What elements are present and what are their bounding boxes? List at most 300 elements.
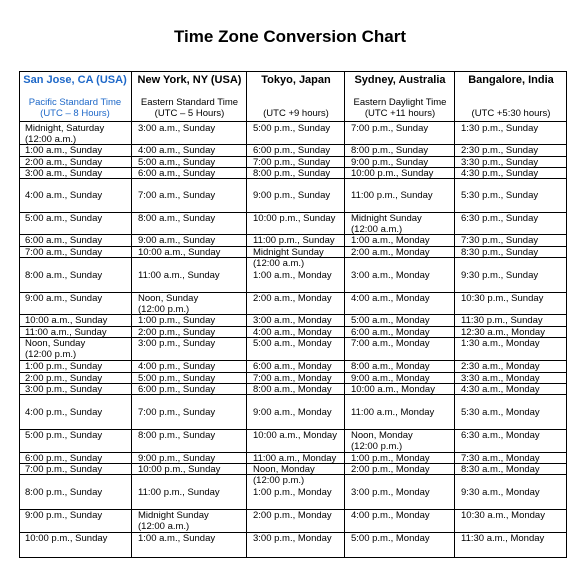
row-divider [455, 383, 567, 384]
cell-line: 6:30 p.m., Sunday [461, 213, 539, 224]
cell-line: 6:00 a.m., Sunday [138, 168, 216, 179]
cell-line: 10:00 a.m., Monday [253, 430, 337, 441]
row-divider [19, 509, 131, 510]
cell-line: 4:00 a.m., Monday [253, 327, 332, 338]
cell-line: 5:00 a.m., Sunday [138, 157, 216, 168]
table-cell [138, 213, 245, 224]
row-divider [345, 178, 455, 179]
cell-line: 7:00 p.m., Sunday [138, 407, 216, 418]
row-divider [247, 474, 345, 475]
cell-line: 5:00 a.m., Sunday [25, 213, 103, 224]
row-divider [455, 463, 567, 464]
cell-line: (12:00 p.m.) [351, 441, 403, 452]
cell-line: 2:00 p.m., Sunday [138, 327, 216, 338]
cell-line: 1:00 p.m., Sunday [138, 315, 216, 326]
row-divider [132, 292, 247, 293]
row-divider [345, 532, 455, 533]
column-header: Sydney, Australia [354, 74, 446, 86]
cell-line: 7:00 p.m., Sunday [351, 123, 429, 134]
row-divider [345, 326, 455, 327]
row-divider [455, 326, 567, 327]
table-cell [351, 430, 453, 452]
table-cell [253, 510, 343, 521]
row-divider [345, 372, 455, 373]
row-divider [132, 532, 247, 533]
row-divider [247, 178, 345, 179]
row-divider [19, 394, 131, 395]
cell-line: 7:00 a.m., Sunday [25, 247, 103, 258]
table-cell [138, 510, 245, 532]
cell-line: 3:00 p.m., Monday [351, 487, 430, 498]
cell-line: 9:00 a.m., Sunday [138, 235, 216, 246]
cell-line: 4:30 p.m., Sunday [461, 168, 539, 179]
cell-line: 2:00 a.m., Sunday [25, 157, 103, 168]
table-cell [461, 123, 565, 134]
cell-line: 5:30 p.m., Sunday [461, 190, 539, 201]
row-divider [455, 372, 567, 373]
cell-line: 2:30 p.m., Sunday [461, 145, 539, 156]
cell-line: 6:30 a.m., Monday [461, 430, 540, 441]
cell-line: 3:30 p.m., Sunday [461, 157, 539, 168]
row-divider [19, 326, 131, 327]
row-divider [19, 337, 131, 338]
cell-line: 11:00 a.m., Sunday [25, 327, 107, 338]
cell-line: 11:00 a.m., Monday [351, 407, 435, 418]
cell-line: 10:00 p.m., Sunday [351, 168, 434, 179]
row-divider [19, 257, 131, 258]
cell-line: 1:00 a.m., Sunday [25, 145, 103, 156]
cell-line: 3:00 a.m., Monday [351, 270, 430, 281]
table-cell [138, 430, 245, 441]
table-cell [138, 145, 245, 156]
cell-line: 10:00 a.m., Sunday [138, 247, 221, 258]
row-divider [345, 474, 455, 475]
cell-line: 4:00 a.m., Monday [351, 293, 430, 304]
row-divider [345, 463, 455, 464]
table-cell [25, 190, 129, 201]
table-cell [253, 533, 343, 544]
table-column [19, 71, 131, 557]
cell-line: 5:00 p.m., Sunday [25, 430, 103, 441]
cell-line: 9:00 p.m., Sunday [138, 453, 216, 464]
table-cell [25, 533, 129, 544]
row-divider [132, 326, 247, 327]
row-divider [132, 257, 247, 258]
row-divider [455, 178, 567, 179]
cell-line: 8:00 p.m., Sunday [25, 487, 103, 498]
table-cell [461, 293, 565, 304]
table-cell [253, 464, 343, 486]
cell-line: 7:30 a.m., Monday [461, 453, 540, 464]
cell-line: 5:00 a.m., Monday [351, 315, 430, 326]
table-cell [461, 361, 565, 372]
table-cell [351, 213, 453, 235]
row-divider [247, 452, 345, 453]
row-divider [132, 474, 247, 475]
cell-line: 4:00 a.m., Sunday [25, 190, 103, 201]
table-cell [253, 235, 343, 246]
table-column [344, 71, 455, 557]
row-divider [455, 167, 567, 168]
row-divider [19, 314, 131, 315]
table-cell [25, 293, 129, 304]
row-divider [19, 156, 131, 157]
table-cell [253, 123, 343, 134]
cell-line: 1:30 a.m., Monday [461, 338, 540, 349]
cell-line: 3:00 p.m., Sunday [138, 338, 216, 349]
row-divider [19, 452, 131, 453]
table-cell [461, 533, 565, 544]
table-cell [351, 235, 453, 246]
cell-line: (12:00 a.m.) [138, 521, 190, 532]
cell-line: 10:00 p.m., Sunday [138, 464, 221, 475]
table-cell [138, 407, 245, 418]
table-cell [351, 270, 453, 281]
cell-line: 3:30 a.m., Monday [461, 373, 540, 384]
cell-line: 11:00 p.m., Sunday [351, 190, 433, 201]
row-divider [132, 394, 247, 395]
row-divider [345, 292, 455, 293]
subheader-line: Pacific Standard Time [28, 97, 122, 108]
subheader-line: (UTC – 5 Hours) [154, 108, 225, 119]
row-divider [455, 156, 567, 157]
cell-line: 2:30 a.m., Monday [461, 361, 540, 372]
row-divider [345, 156, 455, 157]
cell-line: 10:30 a.m., Monday [461, 510, 545, 521]
row-divider [132, 156, 247, 157]
table-column [131, 71, 247, 557]
table-cell [351, 338, 453, 349]
row-divider [132, 246, 247, 247]
table-cell [25, 235, 129, 246]
table-cell [351, 190, 453, 201]
table-cell [461, 190, 565, 201]
row-divider [247, 429, 345, 430]
row-divider [247, 509, 345, 510]
table-cell [351, 361, 453, 372]
row-divider [455, 337, 567, 338]
row-divider [19, 463, 131, 464]
header-divider [132, 121, 247, 122]
table-cell [138, 315, 245, 326]
row-divider [345, 337, 455, 338]
table-cell [138, 338, 245, 349]
cell-line: 9:30 a.m., Monday [461, 487, 540, 498]
subheader-line: Eastern Standard Time [140, 97, 239, 108]
cell-line: 5:00 p.m., Sunday [253, 123, 331, 134]
cell-line: 6:00 p.m., Sunday [253, 145, 331, 156]
table-cell [25, 145, 129, 156]
table-cell [461, 487, 565, 498]
cell-line: (12:00 p.m.) [25, 349, 77, 360]
page-title: Time Zone Conversion Chart [173, 27, 407, 46]
row-divider [247, 167, 345, 168]
cell-line: 8:00 a.m., Monday [351, 361, 430, 372]
cell-line: 6:00 p.m., Sunday [25, 453, 103, 464]
row-divider [345, 383, 455, 384]
cell-line: 5:30 a.m., Monday [461, 407, 540, 418]
row-divider [19, 144, 131, 145]
cell-line: Midnight, Saturday [25, 123, 105, 134]
cell-line: 11:30 a.m., Monday [461, 533, 545, 544]
table-cell [138, 487, 245, 498]
cell-line: 3:00 p.m., Sunday [25, 384, 103, 395]
cell-line: 5:00 a.m., Monday [253, 338, 332, 349]
row-divider [19, 372, 131, 373]
cell-line: 8:00 a.m., Monday [253, 384, 332, 395]
row-divider [455, 509, 567, 510]
cell-line: 8:00 a.m., Sunday [25, 270, 103, 281]
row-divider [132, 360, 247, 361]
cell-line: 1:00 a.m., Monday [253, 270, 332, 281]
table-cell [351, 487, 453, 498]
table-cell [351, 293, 453, 304]
table-cell [25, 487, 129, 498]
table-cell [461, 145, 565, 156]
table-column [454, 71, 567, 557]
row-divider [455, 452, 567, 453]
table-cell [138, 270, 245, 281]
row-divider [19, 360, 131, 361]
row-divider [19, 474, 131, 475]
table-cell [138, 293, 245, 315]
row-divider [247, 383, 345, 384]
table-cell [461, 407, 565, 418]
cell-line: 1:00 p.m., Monday [253, 487, 332, 498]
table-cell [253, 145, 343, 156]
cell-line: 11:30 p.m., Sunday [461, 315, 543, 326]
row-divider [132, 452, 247, 453]
row-divider [345, 167, 455, 168]
cell-line: 7:00 p.m., Sunday [253, 157, 331, 168]
row-divider [455, 257, 567, 258]
table-cell [253, 213, 343, 224]
cell-line: 1:30 p.m., Sunday [461, 123, 539, 134]
row-divider [132, 463, 247, 464]
row-divider [345, 212, 455, 213]
row-divider [455, 429, 567, 430]
cell-line: (12:00 a.m.) [351, 224, 403, 235]
column-header: San Jose, CA (USA) [23, 74, 127, 86]
cell-line: 7:30 p.m., Sunday [461, 235, 539, 246]
subheader-line: (UTC – 8 Hours) [40, 108, 110, 119]
row-divider [19, 532, 131, 533]
cell-line: 7:00 a.m., Sunday [138, 190, 216, 201]
cell-line: 4:00 p.m., Sunday [138, 361, 216, 372]
cell-line: (12:00 p.m.) [138, 304, 190, 315]
cell-line: 10:00 a.m., Sunday [25, 315, 108, 326]
cell-line: (12:00 p.m.) [253, 475, 305, 486]
table-cell [461, 315, 565, 326]
cell-line: 7:00 a.m., Monday [351, 338, 430, 349]
table-cell [253, 487, 343, 498]
table-cell [351, 123, 453, 134]
cell-line: 2:00 p.m., Sunday [25, 373, 103, 384]
table-cell [253, 247, 343, 269]
cell-line: 9:00 a.m., Monday [351, 373, 430, 384]
row-divider [247, 156, 345, 157]
table-cell [253, 430, 343, 441]
table-cell [25, 338, 129, 360]
cell-line: 11:00 p.m., Sunday [253, 235, 335, 246]
row-divider [455, 532, 567, 533]
table-cell [138, 123, 245, 134]
cell-line: 4:00 p.m., Sunday [25, 407, 103, 418]
row-divider [247, 394, 345, 395]
cell-line: 9:00 a.m., Sunday [25, 293, 103, 304]
cell-line: 5:00 p.m., Monday [351, 533, 430, 544]
row-divider [247, 212, 345, 213]
cell-line: 8:00 p.m., Sunday [138, 430, 216, 441]
cell-line: Midnight Sunday [138, 510, 209, 521]
row-divider [132, 429, 247, 430]
row-divider [19, 246, 131, 247]
row-divider [132, 337, 247, 338]
cell-line: 1:00 p.m., Sunday [25, 361, 103, 372]
subheader-line: (UTC +9 hours) [263, 108, 329, 119]
cell-line: 9:00 p.m., Sunday [253, 190, 331, 201]
cell-line: 6:00 a.m., Sunday [25, 235, 103, 246]
row-divider [247, 463, 345, 464]
cell-line: 7:00 a.m., Monday [253, 373, 332, 384]
cell-line: 8:00 p.m., Sunday [253, 168, 331, 179]
row-divider [345, 246, 455, 247]
table-cell [253, 361, 343, 372]
table-cell [461, 430, 565, 441]
cell-line: 3:00 a.m., Monday [253, 315, 332, 326]
column-header: Bangalore, India [468, 74, 554, 86]
table-cell [25, 407, 129, 418]
row-divider [345, 429, 455, 430]
cell-line: 2:00 a.m., Monday [253, 293, 332, 304]
row-divider [247, 337, 345, 338]
cell-line: 6:00 p.m., Sunday [138, 384, 216, 395]
row-divider [19, 292, 131, 293]
table-cell [461, 270, 565, 281]
table-cell [253, 190, 343, 201]
header-divider [345, 121, 455, 122]
cell-line: 7:00 p.m., Sunday [25, 464, 103, 475]
row-divider [455, 234, 567, 235]
cell-line: 9:00 a.m., Monday [253, 407, 332, 418]
row-divider [247, 234, 345, 235]
row-divider [247, 257, 345, 258]
cell-line: Noon, Monday [253, 464, 315, 475]
row-divider [345, 394, 455, 395]
cell-line: Noon, Monday [351, 430, 413, 441]
cell-line: Midnight Sunday [351, 213, 422, 224]
row-divider [455, 212, 567, 213]
column-subheader [345, 97, 455, 119]
cell-line: 10:30 p.m., Sunday [461, 293, 544, 304]
cell-line: 1:00 p.m., Monday [351, 453, 430, 464]
column-subheader [247, 108, 345, 119]
table-cell [253, 315, 343, 326]
cell-line: 1:00 a.m., Monday [351, 235, 430, 246]
row-divider [132, 314, 247, 315]
table-cell [138, 235, 245, 246]
cell-line: 1:00 a.m., Sunday [138, 533, 216, 544]
row-divider [455, 394, 567, 395]
row-divider [345, 144, 455, 145]
cell-line: (12:00 a.m.) [25, 134, 77, 145]
row-divider [247, 314, 345, 315]
row-divider [132, 509, 247, 510]
cell-line: 2:00 p.m., Monday [351, 464, 430, 475]
column-header: Tokyo, Japan [261, 74, 331, 86]
row-divider [345, 314, 455, 315]
cell-line: 3:00 a.m., Sunday [25, 168, 103, 179]
table-cell [25, 430, 129, 441]
table-cell [461, 213, 565, 224]
header-divider [247, 121, 345, 122]
row-divider [247, 532, 345, 533]
row-divider [132, 234, 247, 235]
cell-line: 2:00 p.m., Monday [253, 510, 332, 521]
cell-line: Noon, Sunday [138, 293, 199, 304]
header-divider [455, 121, 567, 122]
cell-line: 9:00 p.m., Sunday [351, 157, 429, 168]
cell-line: 9:00 p.m., Sunday [25, 510, 103, 521]
cell-line: 4:00 a.m., Sunday [138, 145, 216, 156]
row-divider [247, 326, 345, 327]
row-divider [345, 452, 455, 453]
row-divider [132, 212, 247, 213]
row-divider [19, 383, 131, 384]
table-cell [25, 361, 129, 372]
row-divider [19, 234, 131, 235]
cell-line: 10:00 p.m., Sunday [25, 533, 108, 544]
table-cell [138, 533, 245, 544]
row-divider [19, 429, 131, 430]
table-column [246, 71, 345, 557]
row-divider [455, 292, 567, 293]
row-divider [132, 144, 247, 145]
table-cell [351, 315, 453, 326]
table-cell [138, 361, 245, 372]
cell-line: 8:30 a.m., Monday [461, 464, 540, 475]
cell-line: 8:00 a.m., Sunday [138, 213, 216, 224]
cell-line: 2:00 a.m., Monday [351, 247, 430, 258]
table-cell [25, 270, 129, 281]
cell-line: Noon, Sunday [25, 338, 86, 349]
table-cell [351, 145, 453, 156]
row-divider [455, 474, 567, 475]
row-divider [455, 360, 567, 361]
row-divider [345, 257, 455, 258]
table-cell [25, 123, 129, 145]
row-divider [247, 144, 345, 145]
row-divider [247, 246, 345, 247]
cell-line: Midnight Sunday [253, 247, 324, 258]
row-divider [455, 246, 567, 247]
table-cell [25, 510, 129, 521]
table-cell [461, 235, 565, 246]
cell-line: 11:00 a.m., Monday [253, 453, 337, 464]
row-divider [247, 372, 345, 373]
cell-line: 11:00 p.m., Sunday [138, 487, 220, 498]
table-cell [25, 213, 129, 224]
cell-line: 10:00 a.m., Monday [351, 384, 435, 395]
header-divider [19, 121, 131, 122]
column-subheader [19, 97, 131, 119]
cell-line: 5:00 p.m., Sunday [138, 373, 216, 384]
cell-line: 9:30 p.m., Sunday [461, 270, 539, 281]
table-cell [461, 338, 565, 349]
row-divider [345, 234, 455, 235]
table-cell [138, 190, 245, 201]
subheader-line: (UTC +11 hours) [364, 108, 436, 119]
